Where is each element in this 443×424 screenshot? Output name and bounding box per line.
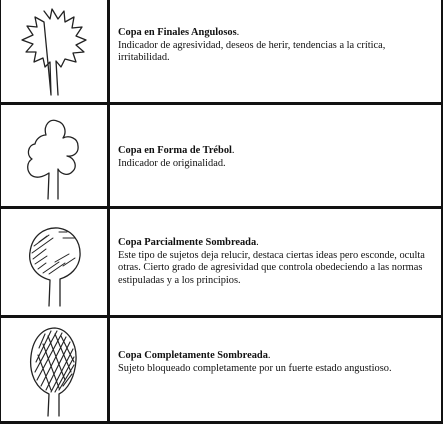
- row-text: Sujeto bloqueado completamente por un fuerte estado angustioso.: [118, 362, 392, 374]
- row-title-suffix: .: [231, 145, 235, 156]
- table-row: [0, 105, 443, 206]
- description-cell: [118, 237, 438, 287]
- row-title: Copa en Forma de Trébol: [118, 145, 232, 156]
- partially-shaded-tree-crown-icon: [19, 216, 89, 308]
- figure-cell: [0, 0, 107, 102]
- table-row: [0, 0, 443, 102]
- figure-cell: [0, 209, 107, 315]
- row-text: Indicador de agresividad, deseos de herir, tendencias a la crítica, irritabilidad.: [118, 39, 386, 64]
- row-title: Copa Completamente Sombreada: [118, 350, 268, 361]
- figure-cell: [0, 318, 107, 421]
- clover-tree-crown-icon: [12, 111, 96, 201]
- figure-cell: [0, 105, 107, 206]
- description-cell: [118, 27, 438, 65]
- table-row: [0, 209, 443, 315]
- row-text: Este tipo de sujetos deja relucir, destaca ciertas ideas pero esconde, oculta otras. Cierto grado de agresividad que controla obedeciendo a las normas estipuladas y a los principios.: [118, 249, 425, 286]
- row-title: Copa en Finales Angulosos: [118, 27, 237, 38]
- row-title-suffix: .: [267, 350, 271, 361]
- description-cell: [118, 145, 438, 170]
- row-text: Indicador de originalidad.: [118, 157, 226, 169]
- row-title: Copa Parcialmente Sombreada: [118, 237, 257, 248]
- description-cell: [118, 350, 438, 375]
- angular-tree-crown-icon: [14, 5, 94, 97]
- row-title-suffix: .: [236, 27, 240, 38]
- fully-shaded-tree-crown-icon: [21, 322, 87, 418]
- table-row: [0, 318, 443, 421]
- row-title-suffix: .: [256, 237, 259, 248]
